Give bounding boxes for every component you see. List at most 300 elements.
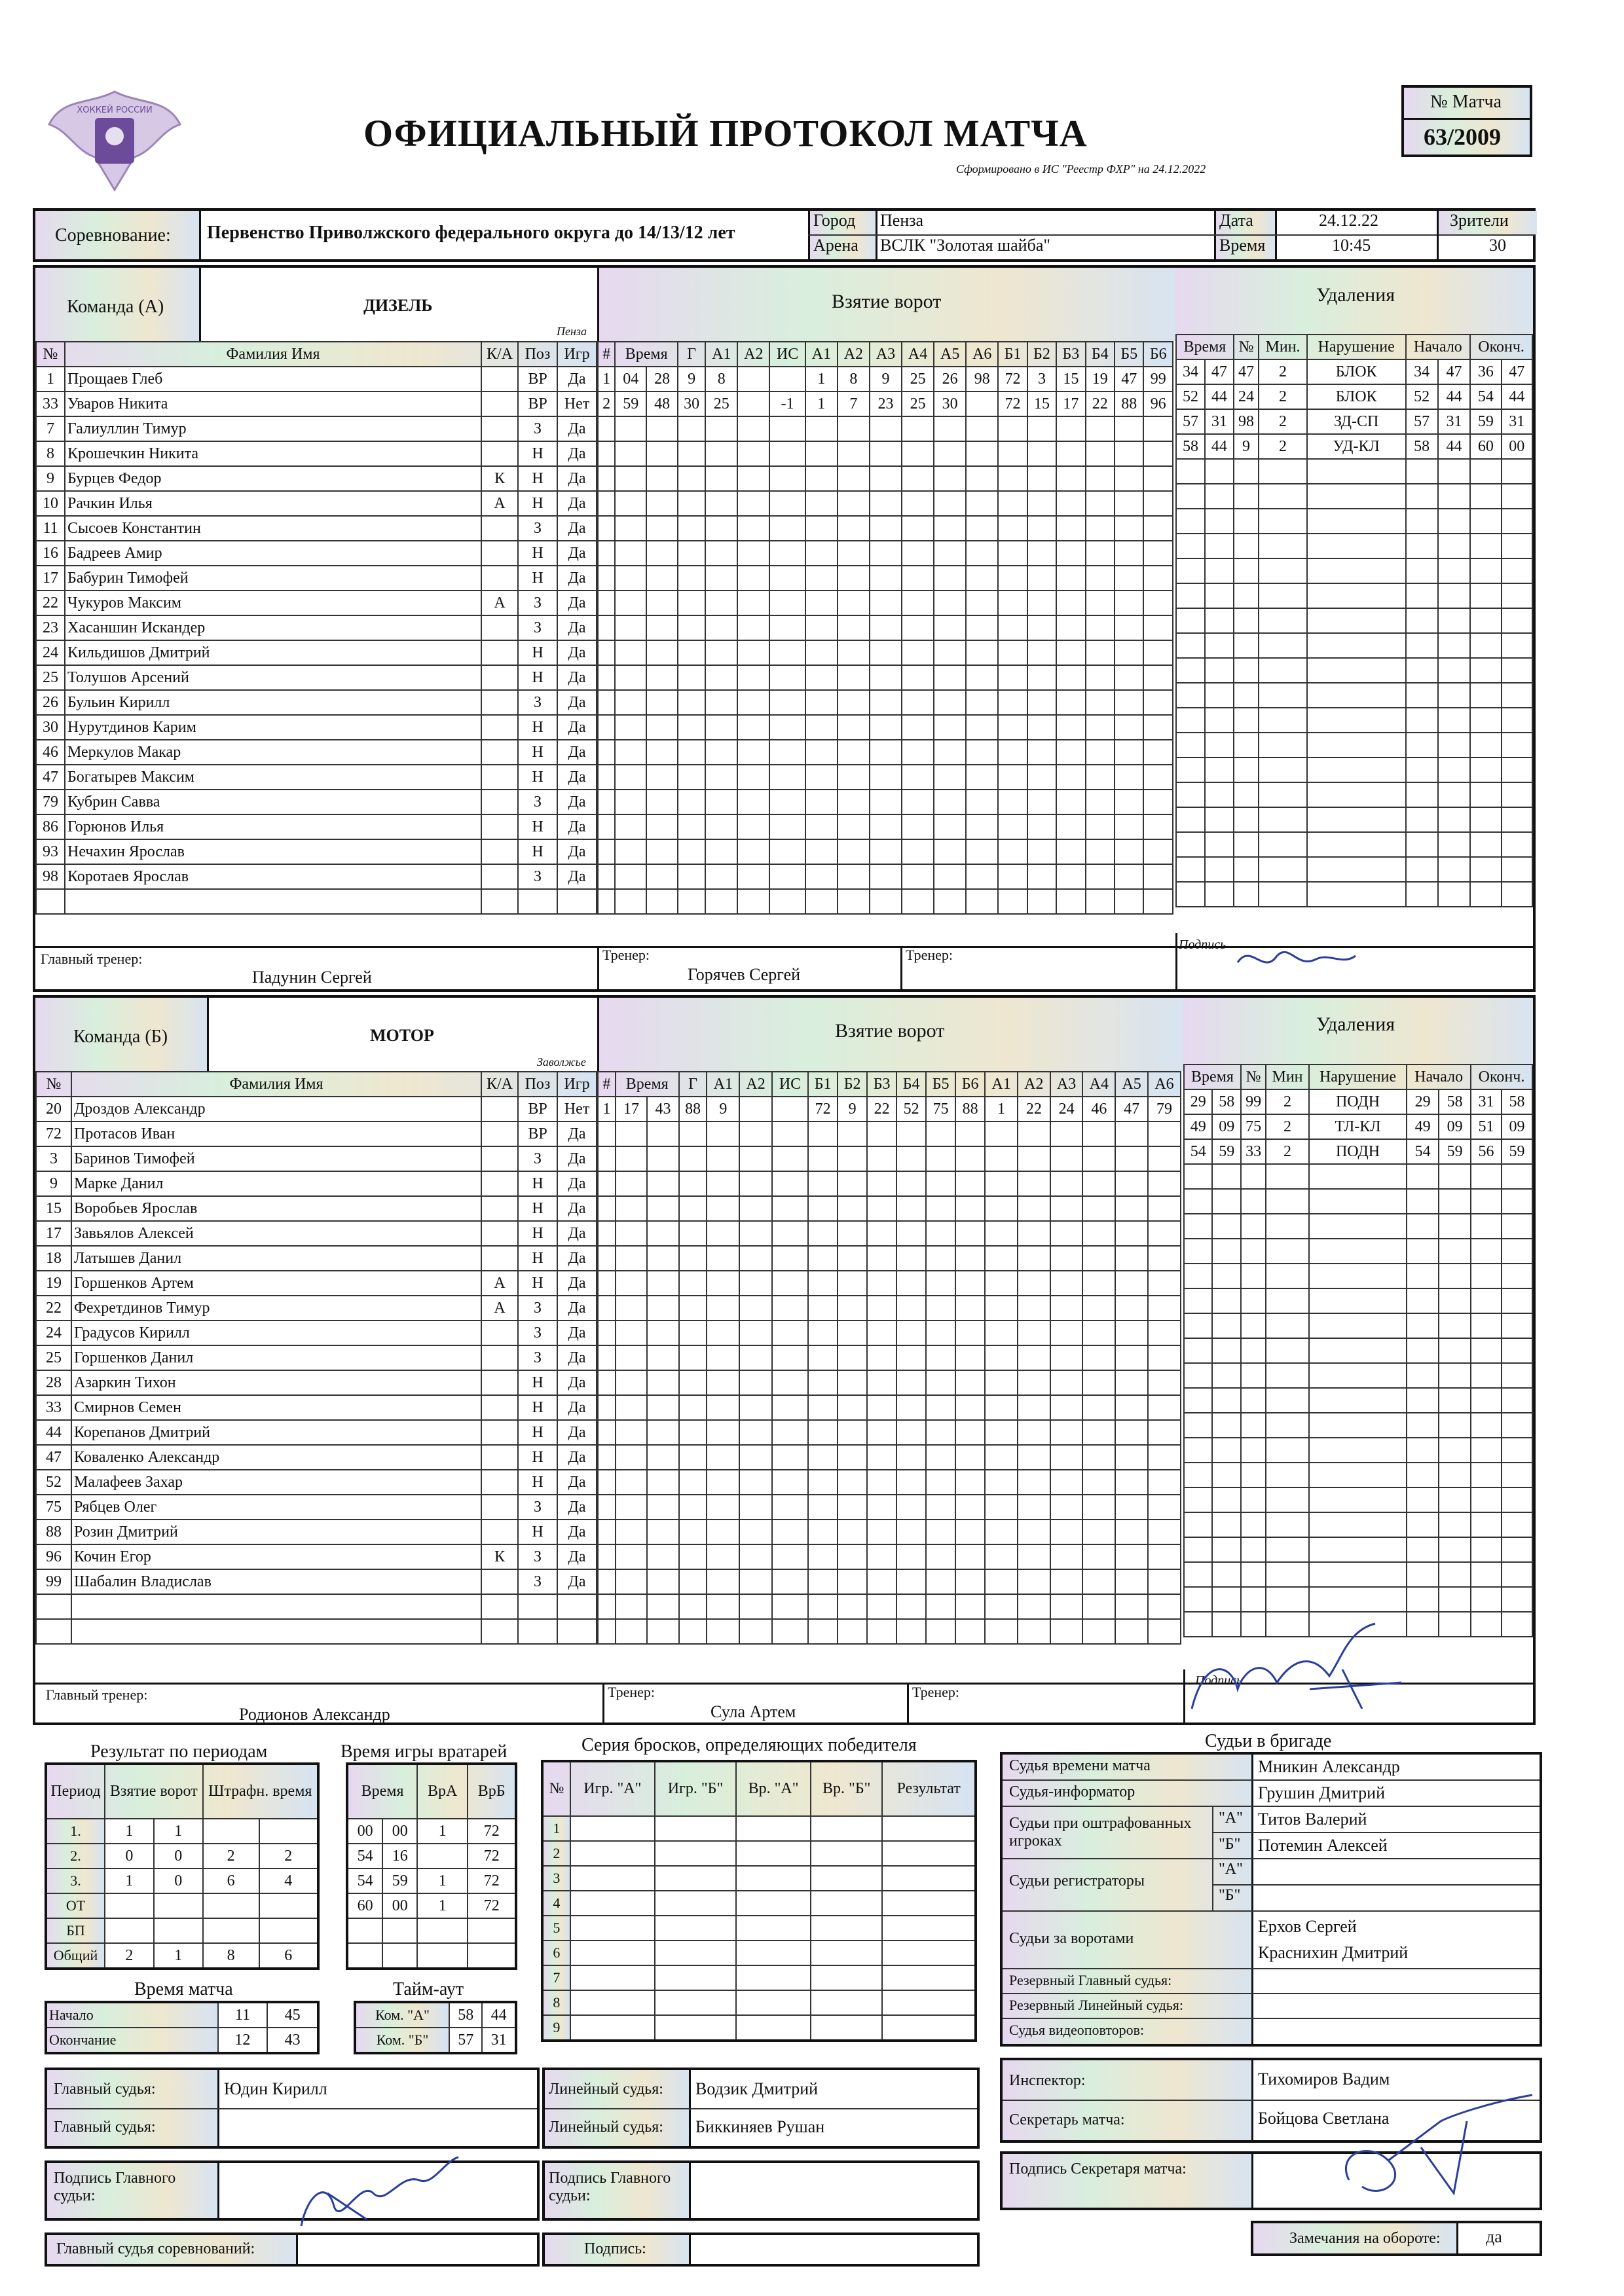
goal-cell xyxy=(1115,1544,1148,1569)
goal-cell xyxy=(998,715,1027,740)
goal-cell xyxy=(1027,715,1056,740)
penalty-cell xyxy=(1470,534,1501,558)
goal-cell xyxy=(870,790,902,814)
goal-cell xyxy=(769,864,805,889)
penalty-cell xyxy=(1470,583,1501,608)
penalty-cell xyxy=(1184,1164,1212,1189)
goal-cell xyxy=(1086,839,1115,864)
table-row xyxy=(36,1420,597,1445)
penalty-cell xyxy=(1212,1214,1241,1239)
penalty-cell xyxy=(1439,1487,1471,1512)
penalty-row xyxy=(1176,633,1532,658)
player-played: Да xyxy=(557,516,597,541)
goal-cell xyxy=(1082,1146,1115,1171)
shootout-cell xyxy=(811,1841,882,1866)
goal-cell xyxy=(705,839,737,864)
team-a-label-box xyxy=(35,268,201,341)
penalty-cell: 52 xyxy=(1176,384,1205,409)
goal-cell xyxy=(985,1470,1018,1495)
shootout-cell xyxy=(655,1916,736,1941)
table-row xyxy=(36,790,597,814)
shootout-number: 3 xyxy=(542,1866,570,1891)
period-cell xyxy=(259,1918,318,1943)
goal-cell xyxy=(705,740,737,765)
penalty-cell xyxy=(1406,633,1438,658)
period-cell: 6 xyxy=(259,1943,318,1969)
penalty-cell xyxy=(1439,1413,1471,1438)
penalty-cell xyxy=(1266,1587,1309,1612)
player-number: 30 xyxy=(36,715,65,740)
goal-cell xyxy=(1115,1345,1148,1370)
goal-cell xyxy=(1082,1420,1115,1445)
player-played: Да xyxy=(557,1146,597,1171)
player-name: Галиуллин Тимур xyxy=(65,416,481,441)
shootout-cell xyxy=(736,1916,811,1941)
goal-cell xyxy=(1018,1196,1050,1221)
penalty-cell xyxy=(1502,1264,1532,1288)
player-name: Баринов Тимофей xyxy=(71,1146,481,1171)
goal-cell xyxy=(772,1520,808,1544)
match-no-box xyxy=(1401,85,1532,157)
penalty-cell xyxy=(1307,558,1406,583)
penalty-cell xyxy=(1471,1264,1502,1288)
shootout-cell xyxy=(811,1866,882,1891)
goal-row xyxy=(598,839,1173,864)
goal-cell xyxy=(1115,715,1143,740)
player-captain-mark xyxy=(481,1146,518,1171)
player-name xyxy=(71,1619,481,1644)
period-cell: 1 xyxy=(154,1819,203,1844)
goal-cell xyxy=(985,1495,1018,1520)
secretary-label: Секретарь матча: xyxy=(1009,2111,1125,2128)
goal-cell xyxy=(1082,1345,1115,1370)
goal-cell xyxy=(616,1321,648,1345)
penalty-cell xyxy=(1234,807,1259,832)
goal-cell xyxy=(838,1544,867,1569)
goal-cell xyxy=(902,790,934,814)
goal-cell xyxy=(769,566,805,591)
table-row xyxy=(36,864,597,889)
goal-cell xyxy=(926,1121,955,1146)
penalty-cell: 99 xyxy=(1241,1089,1266,1114)
penalty-cell xyxy=(1471,1363,1502,1388)
goal-cell xyxy=(598,1121,616,1146)
goal-cell xyxy=(838,1569,867,1594)
player-captain-mark xyxy=(481,690,518,715)
goals-header: Б3 xyxy=(1056,342,1085,367)
penalty-cell xyxy=(1438,782,1470,807)
goal-cell xyxy=(1086,441,1115,466)
goal-cell xyxy=(808,1246,838,1271)
goal-cell xyxy=(772,1569,808,1594)
goal-cell xyxy=(705,416,737,441)
goalie-row xyxy=(347,1893,516,1918)
player-position: З xyxy=(518,1345,557,1370)
penalty-cell xyxy=(1406,832,1438,857)
goal-cell xyxy=(646,416,678,441)
penalty-cell xyxy=(1205,807,1234,832)
penalty-cell xyxy=(1212,1562,1241,1587)
player-position: З xyxy=(518,1544,557,1569)
goal-cell xyxy=(647,1321,679,1345)
goal-cell xyxy=(808,1470,838,1495)
goal-cell: 96 xyxy=(1143,392,1173,416)
hdr-name: Фамилия Имя xyxy=(65,342,481,367)
shootout-cell xyxy=(882,1990,976,2015)
player-position: З xyxy=(518,591,557,615)
penalty-cell xyxy=(1205,782,1234,807)
goal-cell xyxy=(772,1271,808,1296)
player-played xyxy=(557,889,597,914)
goal-cell xyxy=(772,1221,808,1246)
goal-cell xyxy=(1148,1569,1181,1594)
goal-cell xyxy=(1115,665,1143,690)
penalty-cell xyxy=(1471,1239,1502,1264)
player-captain-mark xyxy=(481,740,518,765)
goal-cell xyxy=(1148,1271,1181,1296)
sign-label: Подпись: xyxy=(584,2240,646,2257)
goals-header: # xyxy=(598,1072,616,1097)
goal-cell xyxy=(838,1246,867,1271)
shootout-cell xyxy=(655,1941,736,1965)
goal-cell xyxy=(772,1097,808,1121)
penalty-cell xyxy=(1212,1313,1241,1338)
player-played: Да xyxy=(557,1196,597,1221)
penalty-cell xyxy=(1212,1413,1241,1438)
goal-cell xyxy=(998,566,1027,591)
goals-header: А4 xyxy=(902,342,934,367)
penalty-cell xyxy=(1407,1537,1439,1562)
shootout-cell xyxy=(811,1965,882,1990)
penalty-row xyxy=(1184,1512,1532,1537)
goal-cell xyxy=(1115,1271,1148,1296)
goal-cell xyxy=(985,1121,1018,1146)
shootout-cell xyxy=(736,1816,811,1841)
penalty-cell: 44 xyxy=(1205,384,1234,409)
goal-cell xyxy=(966,889,998,914)
penalty-cell xyxy=(1259,807,1307,832)
player-position: ВР xyxy=(518,1121,557,1146)
goal-cell xyxy=(955,1420,985,1445)
player-played: Да xyxy=(557,441,597,466)
goal-cell xyxy=(955,1296,985,1321)
goal-cell xyxy=(902,889,934,914)
goal-cell xyxy=(598,715,615,740)
goal-cell xyxy=(1056,416,1085,441)
penalty-cell xyxy=(1502,757,1532,782)
goal-cell xyxy=(1056,516,1085,541)
goalie-cell: 54 xyxy=(347,1844,382,1868)
goal-cell xyxy=(1050,1121,1083,1146)
goal-cell: 23 xyxy=(870,392,902,416)
penalty-cell xyxy=(1470,782,1501,807)
penalty-cell xyxy=(1266,1214,1309,1239)
goal-cell xyxy=(1027,566,1056,591)
goal-cell xyxy=(1143,541,1173,566)
period-row xyxy=(46,1893,318,1918)
goal-row xyxy=(598,1370,1181,1395)
brigade-video: Судья видеоповторов: xyxy=(1009,2022,1145,2038)
goal-cell xyxy=(998,814,1027,839)
goal-cell xyxy=(615,566,646,591)
player-name: Кубрин Савва xyxy=(65,790,481,814)
player-played: Да xyxy=(557,466,597,491)
shootout-cell xyxy=(655,1866,736,1891)
goal-cell xyxy=(647,1495,679,1520)
table-row xyxy=(36,1196,597,1221)
goal-cell: 47 xyxy=(1115,1097,1148,1121)
player-captain-mark: К xyxy=(481,466,518,491)
brigade-reg-label: Судьи регистраторы xyxy=(1009,1872,1145,1889)
goal-cell xyxy=(1018,1321,1050,1345)
goal-cell xyxy=(1115,765,1143,790)
penalty-cell xyxy=(1234,782,1259,807)
penalty-cell xyxy=(1309,1587,1407,1612)
penalty-cell xyxy=(1439,1239,1471,1264)
goal-cell xyxy=(772,1146,808,1171)
goal-cell xyxy=(985,1221,1018,1246)
player-position: Н xyxy=(518,441,557,466)
penalty-cell xyxy=(1407,1264,1439,1288)
penalty-cell xyxy=(1502,608,1532,633)
penalty-cell xyxy=(1309,1388,1407,1413)
penalty-cell: 54 xyxy=(1407,1139,1439,1164)
player-name: Бульин Кирилл xyxy=(65,690,481,715)
goal-cell xyxy=(867,1296,896,1321)
goal-cell xyxy=(707,1619,739,1644)
goal-cell xyxy=(1115,1395,1148,1420)
penalty-cell xyxy=(1502,807,1532,832)
penalty-cell xyxy=(1205,708,1234,733)
goal-cell xyxy=(838,491,870,516)
goals-header: А6 xyxy=(966,342,998,367)
goal-cell xyxy=(896,1321,926,1345)
penalty-cell xyxy=(1439,1313,1471,1338)
goal-cell xyxy=(739,1544,772,1569)
goal-cell xyxy=(647,1370,679,1395)
penalty-cell xyxy=(1307,757,1406,782)
goal-cell xyxy=(679,1594,707,1619)
table-row xyxy=(36,814,597,839)
penalty-cell xyxy=(1439,1288,1471,1313)
player-position xyxy=(518,1619,557,1644)
goal-cell xyxy=(926,1196,955,1221)
penalty-cell xyxy=(1502,459,1532,484)
player-position: Н xyxy=(518,740,557,765)
penalty-cell xyxy=(1259,708,1307,733)
goal-cell xyxy=(1148,1395,1181,1420)
goal-cell xyxy=(808,1296,838,1321)
goal-row xyxy=(598,1345,1181,1370)
player-name: Горюнов Илья xyxy=(65,814,481,839)
goal-cell xyxy=(647,1146,679,1171)
goal-cell xyxy=(678,814,705,839)
shootout-cell xyxy=(882,1916,976,1941)
penalty-cell xyxy=(1259,459,1307,484)
goal-cell: 15 xyxy=(1027,392,1056,416)
player-position: З xyxy=(518,864,557,889)
goal-cell xyxy=(955,1345,985,1370)
goal-cell xyxy=(737,790,769,814)
penalty-cell: 31 xyxy=(1471,1089,1502,1114)
goal-cell xyxy=(1082,1520,1115,1544)
goals-header: А3 xyxy=(870,342,902,367)
table-row xyxy=(36,615,597,640)
penalty-cell xyxy=(1184,1214,1212,1239)
goal-cell xyxy=(1148,1470,1181,1495)
goal-cell xyxy=(1115,441,1143,466)
goalie-cell xyxy=(347,1943,382,1969)
goals-header: # xyxy=(598,342,615,367)
goal-cell xyxy=(1027,466,1056,491)
goal-row xyxy=(598,765,1173,790)
goal-cell: 22 xyxy=(1018,1097,1050,1121)
penalty-cell xyxy=(1438,608,1470,633)
sign-main2-label: Подпись Главного судьи: xyxy=(549,2170,671,2204)
goal-cell xyxy=(934,765,966,790)
penalty-cell xyxy=(1176,534,1205,558)
goal-cell xyxy=(1056,615,1085,640)
goal-cell xyxy=(1115,790,1143,814)
period-row xyxy=(46,1844,318,1868)
goalie-cell: 59 xyxy=(382,1868,417,1893)
goal-cell xyxy=(870,541,902,566)
penalty-cell xyxy=(1241,1487,1266,1512)
goal-cell xyxy=(838,715,870,740)
goal-cell xyxy=(934,441,966,466)
penalty-cell xyxy=(1266,1288,1309,1313)
goal-cell xyxy=(838,1196,867,1221)
sign-secretary-label: Подпись Секретаря матча: xyxy=(1009,2160,1187,2178)
goal-cell xyxy=(870,591,902,615)
player-number: 79 xyxy=(36,790,65,814)
player-captain-mark xyxy=(481,1395,518,1420)
goal-cell xyxy=(1143,516,1173,541)
goal-cell xyxy=(1148,1544,1181,1569)
goal-cell xyxy=(598,1221,616,1246)
goal-cell xyxy=(896,1395,926,1420)
goal-cell xyxy=(805,416,838,441)
goal-cell xyxy=(1148,1321,1181,1345)
goal-cell xyxy=(838,541,870,566)
player-position: З xyxy=(518,1146,557,1171)
penalty-header: Начало xyxy=(1407,1065,1471,1089)
goal-cell xyxy=(867,1345,896,1370)
penalty-cell xyxy=(1502,708,1532,733)
penalty-cell: 75 xyxy=(1241,1114,1266,1139)
goal-cell xyxy=(772,1321,808,1345)
goal-cell xyxy=(1018,1594,1050,1619)
penalty-cell xyxy=(1205,558,1234,583)
shootout-cell xyxy=(655,1816,736,1841)
goal-cell xyxy=(985,1445,1018,1470)
team-a-name: ДИЗЕЛЬ xyxy=(363,296,433,315)
table-row xyxy=(36,1271,597,1296)
timeout-b-label: Ком. "Б" xyxy=(355,2028,449,2053)
brigade-penalty-a-tag: "А" xyxy=(1219,1810,1243,1827)
penalty-cell xyxy=(1184,1537,1212,1562)
goal-cell xyxy=(1050,1544,1083,1569)
penalty-cell xyxy=(1241,1413,1266,1438)
player-played: Да xyxy=(557,640,597,665)
player-position: Н xyxy=(518,1445,557,1470)
player-captain-mark xyxy=(481,765,518,790)
match-end-m: 43 xyxy=(267,2028,318,2053)
goal-cell xyxy=(598,1271,616,1296)
goal-cell xyxy=(985,1619,1018,1644)
penalty-cell: 47 xyxy=(1438,359,1470,384)
goal-cell xyxy=(739,1271,772,1296)
penalty-cell xyxy=(1259,583,1307,608)
penalty-cell xyxy=(1406,782,1438,807)
team-a-sign-label: Подпись xyxy=(1179,938,1227,952)
goal-cell xyxy=(808,1321,838,1345)
shootout-row xyxy=(542,1816,976,1841)
goal-cell xyxy=(615,864,646,889)
goalie-cell: 54 xyxy=(347,1868,382,1893)
player-number: 22 xyxy=(36,1296,71,1321)
goal-cell xyxy=(805,790,838,814)
goal-cell xyxy=(902,541,934,566)
goal-cell xyxy=(707,1271,739,1296)
goal-cell xyxy=(705,640,737,665)
goal-cell xyxy=(646,839,678,864)
table-row xyxy=(36,889,597,914)
goal-cell xyxy=(934,790,966,814)
penalty-cell xyxy=(1438,633,1470,658)
goal-cell: 2 xyxy=(598,392,615,416)
penalty-cell xyxy=(1502,1537,1532,1562)
player-name: Меркулов Макар xyxy=(65,740,481,765)
goal-cell xyxy=(1148,1594,1181,1619)
goal-cell xyxy=(934,864,966,889)
player-captain-mark xyxy=(481,615,518,640)
penalty-cell xyxy=(1406,558,1438,583)
penalty-cell xyxy=(1439,1338,1471,1363)
line-referee-2: Биккиняев Рушан xyxy=(695,2117,825,2136)
player-position: З xyxy=(518,516,557,541)
goal-cell xyxy=(955,1495,985,1520)
goal-cell xyxy=(1050,1271,1083,1296)
goal-cell: 19 xyxy=(1086,367,1115,392)
goal-cell xyxy=(985,1569,1018,1594)
penalty-cell xyxy=(1309,1313,1407,1338)
period-cell: 2 xyxy=(105,1943,154,1969)
goal-cell xyxy=(737,516,769,541)
goal-cell xyxy=(598,615,615,640)
goal-cell xyxy=(896,1246,926,1271)
goal-cell xyxy=(678,690,705,715)
player-name: Коваленко Александр xyxy=(71,1445,481,1470)
goal-cell xyxy=(1086,491,1115,516)
goal-cell xyxy=(769,665,805,690)
penalty-cell: 44 xyxy=(1205,434,1234,459)
goal-cell xyxy=(772,1171,808,1196)
goal-cell xyxy=(737,765,769,790)
table-row xyxy=(36,441,597,466)
player-played: Да xyxy=(557,839,597,864)
team-b-goals xyxy=(597,1071,1181,1645)
goal-cell xyxy=(1143,416,1173,441)
penalty-cell xyxy=(1259,558,1307,583)
goal-cell xyxy=(1143,765,1173,790)
penalty-cell xyxy=(1406,807,1438,832)
goal-cell xyxy=(870,665,902,690)
player-name: Сысоев Константин xyxy=(65,516,481,541)
shootout-row xyxy=(542,1916,976,1941)
arena-label: Арена xyxy=(813,236,858,255)
shootout-cell xyxy=(655,1891,736,1916)
